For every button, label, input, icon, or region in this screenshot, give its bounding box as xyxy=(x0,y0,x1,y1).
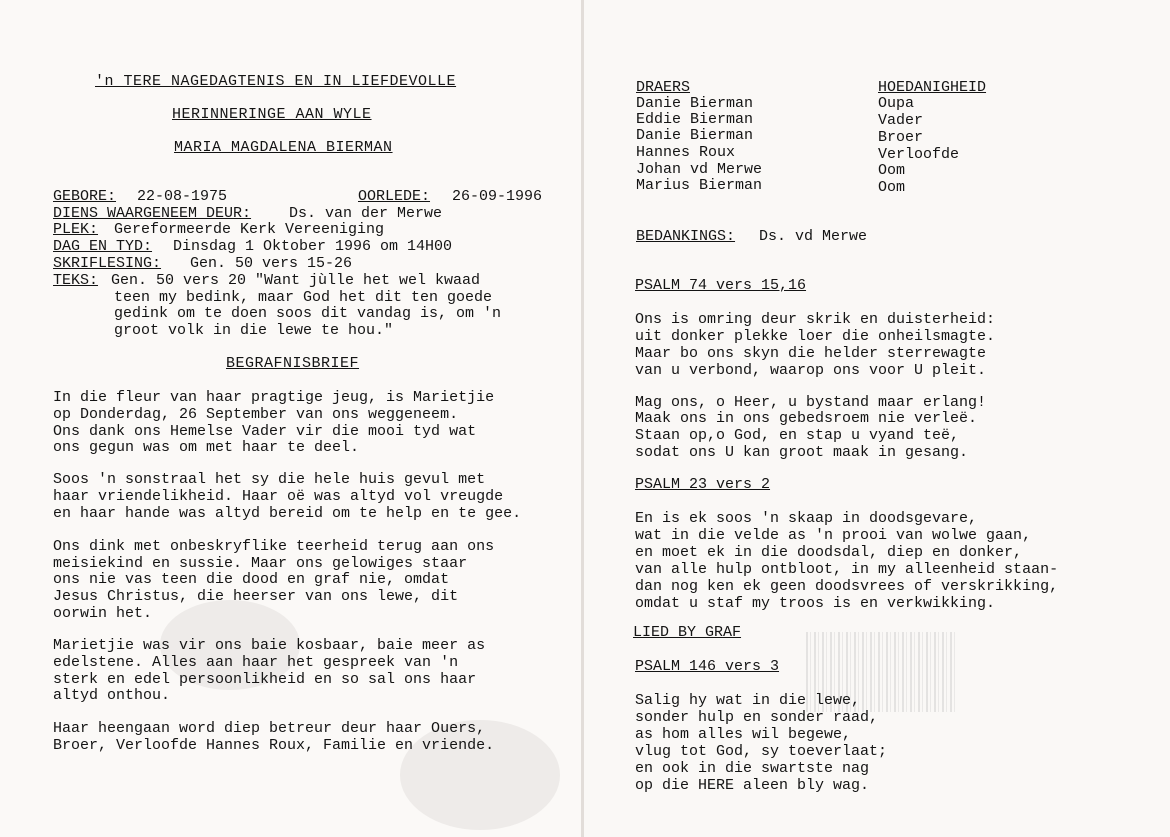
psalm-line: Mag ons, o Heer, u bystand maar erlang! xyxy=(635,394,987,411)
bearer-role: Oupa xyxy=(878,95,915,112)
lied-by-graf-title: LIED BY GRAF xyxy=(633,624,742,641)
plek-label: PLEK: xyxy=(53,221,99,238)
page-fold xyxy=(581,0,584,837)
psalm-line: as hom alles wil begewe, xyxy=(635,726,852,743)
psalm-line: sodat ons U kan groot maak in gesang. xyxy=(635,444,969,461)
bearer-name: Danie Bierman xyxy=(636,127,754,144)
paragraph-line: Marietjie was vir ons baie kosbaar, baie meer as xyxy=(53,637,486,654)
psalm-line: vlug tot God, sy toeverlaat; xyxy=(635,743,888,760)
diens-label: DIENS WAARGENEEM DEUR: xyxy=(53,205,252,222)
psalm-line: Maar bo ons skyn die helder sterrewagte xyxy=(635,345,987,362)
paragraph-line: Soos 'n sonstraal het sy die hele huis gevul met xyxy=(53,471,486,488)
paragraph-line: meisiekind en sussie. Maar ons gelowiges staar xyxy=(53,555,468,572)
deceased-name: MARIA MAGDALENA BIERMAN xyxy=(174,139,393,156)
diens-value: Ds. van der Merwe xyxy=(289,205,443,222)
psalm-line: Staan op,o God, en stap u vyand teë, xyxy=(635,427,960,444)
begrafnisbrief-title: BEGRAFNISBRIEF xyxy=(226,355,360,372)
psalm-line: op die HERE aleen bly wag. xyxy=(635,777,870,794)
bearer-role: Verloofde xyxy=(878,146,960,163)
bearer-name: Marius Bierman xyxy=(636,177,763,194)
psalm-line: uit donker plekke loer die onheilsmagte. xyxy=(635,328,996,345)
paragraph-line: edelstene. Alles aan haar het gespreek van 'n xyxy=(53,654,459,671)
teks-line: teen my bedink, maar God het dit ten goede xyxy=(114,289,493,306)
header-line-2: HERINNERINGE AAN WYLE xyxy=(172,106,372,123)
gebore-label: GEBORE: xyxy=(53,188,117,205)
paragraph-line: Ons dank ons Hemelse Vader vir die mooi tyd wat xyxy=(53,423,477,440)
bearer-name: Johan vd Merwe xyxy=(636,161,763,178)
dag-value: Dinsdag 1 Oktober 1996 om 14H00 xyxy=(173,238,453,255)
teks-line: gedink om te doen soos dit vandag is, om 'n xyxy=(114,305,502,322)
draers-header: DRAERS xyxy=(636,79,691,96)
psalm-146-title: PSALM 146 vers 3 xyxy=(635,658,780,675)
teks-line: groot volk in die lewe te hou." xyxy=(114,322,394,339)
paragraph-line: Ons dink met onbeskryflike teerheid terug aan ons xyxy=(53,538,495,555)
oorlede-label: OORLEDE: xyxy=(358,188,431,205)
psalm-line: en ook in die swartste nag xyxy=(635,760,870,777)
bedankings-label: BEDANKINGS: xyxy=(636,228,736,245)
teks-line: Gen. 50 vers 20 "Want jùlle het wel kwaad xyxy=(111,272,481,289)
psalm-line: van alle hulp ontbloot, in my alleenheid staan- xyxy=(635,561,1059,578)
oorlede-value: 26-09-1996 xyxy=(452,188,543,205)
psalm-74-title: PSALM 74 vers 15,16 xyxy=(635,277,807,294)
paragraph-line: altyd onthou. xyxy=(53,687,171,704)
paragraph-line: In die fleur van haar pragtige jeug, is Marietjie xyxy=(53,389,495,406)
paragraph-line: ons nie vas teen die dood en graf nie, omdat xyxy=(53,571,450,588)
bearer-role: Vader xyxy=(878,112,924,129)
bedankings-value: Ds. vd Merwe xyxy=(759,228,868,245)
paragraph-line: haar vriendelikheid. Haar oë was altyd vol vreugde xyxy=(53,488,504,505)
bearer-role: Oom xyxy=(878,179,906,196)
hoedanigheid-header: HOEDANIGHEID xyxy=(878,79,987,96)
paragraph-line: sterk en edel persoonlikheid en so sal ons haar xyxy=(53,671,477,688)
skriflesing-value: Gen. 50 vers 15-26 xyxy=(190,255,353,272)
psalm-line: dan nog ken ek geen doodsvrees of verskrikking, xyxy=(635,578,1059,595)
bearer-name: Danie Bierman xyxy=(636,95,754,112)
psalm-line: Maak ons in ons gebedsroem nie verleë. xyxy=(635,410,978,427)
skriflesing-label: SKRIFLESING: xyxy=(53,255,162,272)
psalm-line: en moet ek in die doodsdal, diep en donker, xyxy=(635,544,1023,561)
psalm-23-title: PSALM 23 vers 2 xyxy=(635,476,771,493)
psalm-line: omdat u staf my troos is en verkwikking. xyxy=(635,595,996,612)
psalm-line: Salig hy wat in die lewe, xyxy=(635,692,861,709)
paragraph-line: Broer, Verloofde Hannes Roux, Familie en vriende. xyxy=(53,737,495,754)
psalm-line: sonder hulp en sonder raad, xyxy=(635,709,879,726)
paragraph-line: oorwin het. xyxy=(53,605,153,622)
paragraph-line: ons gegun was om met haar te deel. xyxy=(53,439,360,456)
gebore-value: 22-08-1975 xyxy=(137,188,228,205)
bearer-role: Broer xyxy=(878,129,924,146)
bearer-name: Hannes Roux xyxy=(636,144,736,161)
teks-label: TEKS: xyxy=(53,272,99,289)
psalm-line: Ons is omring deur skrik en duisterheid: xyxy=(635,311,996,328)
paragraph-line: en haar hande was altyd bereid om te help en te gee. xyxy=(53,505,522,522)
paragraph-line: Haar heengaan word diep betreur deur haar Ouers, xyxy=(53,720,486,737)
paragraph-line: Jesus Christus, die heerser van ons lewe, dit xyxy=(53,588,459,605)
dag-label: DAG EN TYD: xyxy=(53,238,153,255)
psalm-line: van u verbond, waarop ons voor U pleit. xyxy=(635,362,987,379)
psalm-line: wat in die velde as 'n prooi van wolwe gaan, xyxy=(635,527,1032,544)
plek-value: Gereformeerde Kerk Vereeniging xyxy=(114,221,385,238)
bearer-role: Oom xyxy=(878,162,906,179)
header-line-1: 'n TERE NAGEDAGTENIS EN IN LIEFDEVOLLE xyxy=(95,73,457,90)
bearer-name: Eddie Bierman xyxy=(636,111,754,128)
psalm-line: En is ek soos 'n skaap in doodsgevare, xyxy=(635,510,978,527)
paragraph-line: op Donderdag, 26 September van ons weggeneem. xyxy=(53,406,459,423)
